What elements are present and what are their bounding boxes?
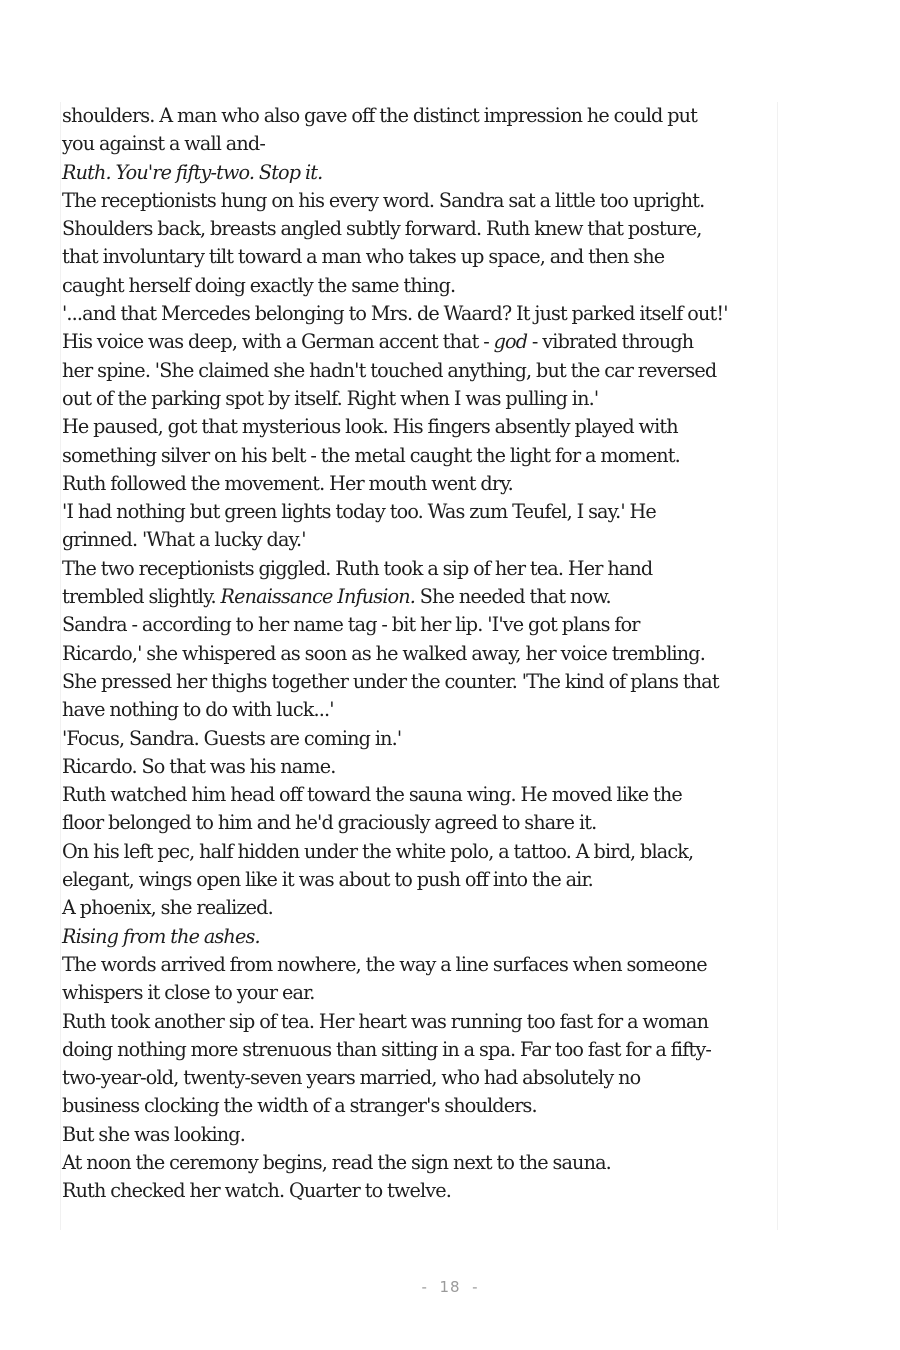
text-line: Shoulders back, breasts angled subtly forward. Ruth knew that posture, — [62, 217, 702, 241]
text-line: The two receptionists giggled. Ruth took a sip of her tea. Her hand — [62, 556, 653, 580]
text-line: you against a wall and- — [62, 132, 265, 156]
text-line — [62, 583, 777, 611]
text-line: Ruth watched him head off toward the sauna wing. He moved like the — [62, 783, 682, 807]
text-line: At noon the ceremony begins, read the sign next to the sauna. — [62, 1150, 611, 1174]
italic-text: Renaissance Infusion. — [220, 585, 416, 609]
page-number: - 18 - — [421, 1278, 479, 1296]
text-line: The receptionists hung on his every word. Sandra sat a little too upright. — [62, 188, 705, 212]
text-line: something silver on his belt - the metal caught the light for a moment. — [62, 443, 680, 467]
text-segment: She needed that now. — [415, 585, 611, 609]
text-line: Ricardo,' she whispered as soon as he walked away, her voice trembling. — [62, 641, 705, 665]
text-line: whispers it close to your ear. — [62, 981, 315, 1005]
text-line: out of the parking spot by itself. Right when I was pulling in.' — [62, 386, 599, 410]
text-line: Rising from the ashes. — [62, 924, 260, 948]
text-line: A phoenix, she realized. — [62, 896, 273, 920]
text-line: Ruth. You're fifty-two. Stop it. — [62, 160, 323, 184]
text-line: shoulders. A man who also gave off the distinct impression he could put — [62, 104, 698, 127]
text-line: Ruth took another sip of tea. Her heart was running too fast for a woman — [62, 1009, 709, 1033]
text-line: that involuntary tilt toward a man who takes up space, and then she — [62, 245, 665, 269]
text-line: He paused, got that mysterious look. His fingers absently played with — [62, 415, 678, 439]
text-line: '...and that Mercedes belonging to Mrs. de Waard? It just parked itself out!' — [62, 302, 728, 326]
text-segment: - vibrated through — [527, 330, 694, 354]
text-line: The words arrived from nowhere, the way a line surfaces when someone — [62, 952, 707, 976]
text-line: Ruth checked her watch. Quarter to twelve. — [62, 1179, 452, 1203]
text-line: business clocking the width of a stranger's shoulders. — [62, 1094, 537, 1118]
text-segment: trembled slightly. — [62, 585, 221, 609]
text-line: her spine. 'She claimed she hadn't touched anything, but the car reversed — [62, 358, 717, 382]
text-line: floor belonged to him and he'd graciously agreed to share it. — [62, 811, 597, 835]
text-line: caught herself doing exactly the same thing. — [62, 273, 456, 297]
text-line: On his left pec, half hidden under the white polo, a tattoo. A bird, black, — [62, 839, 694, 863]
text-line: two-year-old, twenty-seven years married, who had absolutely no — [62, 1066, 641, 1090]
text-line: But she was looking. — [62, 1122, 245, 1146]
italic-text: god — [493, 330, 528, 354]
body-text — [60, 102, 778, 1230]
text-line: doing nothing more strenuous than sitting in a spa. Far too fast for a fifty- — [62, 1037, 711, 1061]
text-segment: His voice was deep, with a German accent that - — [62, 330, 494, 354]
text-line: elegant, wings open like it was about to push off into the air. — [62, 868, 593, 892]
text-line: Ricardo. So that was his name. — [62, 754, 336, 778]
text-line: grinned. 'What a lucky day.' — [62, 528, 306, 552]
text-line: have nothing to do with luck...' — [62, 698, 334, 722]
text-line: She pressed her thighs together under the counter. 'The kind of plans that — [62, 669, 719, 693]
text-lines — [62, 102, 777, 1206]
text-line: Sandra - according to her name tag - bit her lip. 'I've got plans for — [62, 613, 640, 637]
text-line — [62, 328, 777, 356]
text-line: 'Focus, Sandra. Guests are coming in.' — [62, 726, 402, 750]
text-line: Ruth followed the movement. Her mouth went dry. — [62, 471, 513, 495]
text-line: 'I had nothing but green lights today too. Was zum Teufel, I say.' He — [62, 500, 656, 524]
